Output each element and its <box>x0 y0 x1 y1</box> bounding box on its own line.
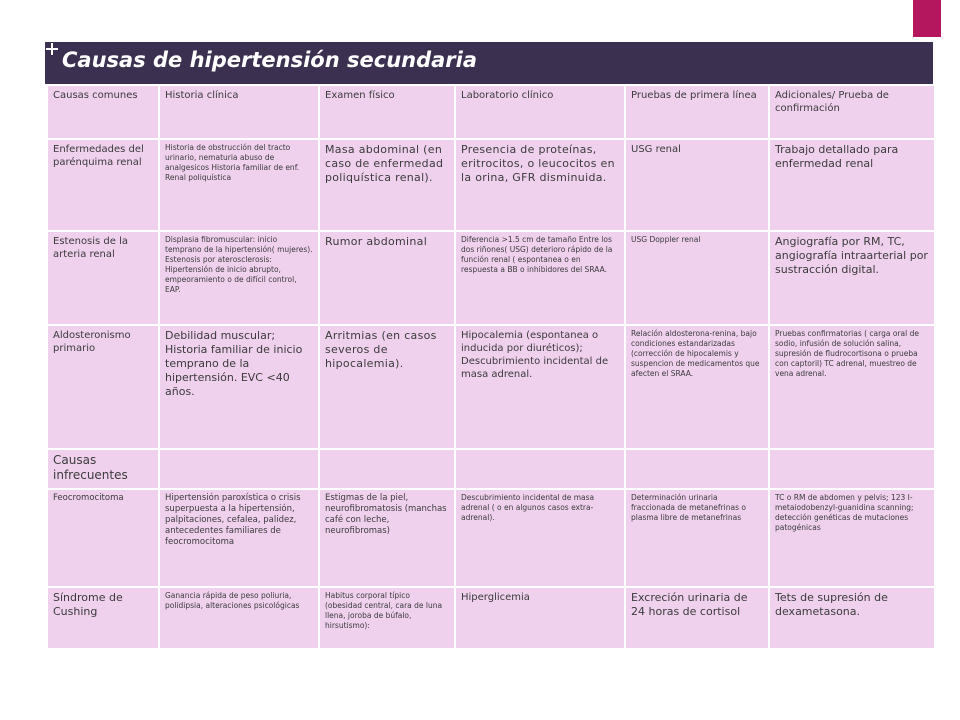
table-cell: Debilidad muscular; Historia familiar de inicio temprano de la hipertensión. EVC <40 años. <box>159 325 319 449</box>
header-cell-laboratorio-clinico: Laboratorio clínico <box>455 85 625 139</box>
table-cell: Estenosis de la arteria renal <box>47 231 159 325</box>
table-cell <box>769 449 935 489</box>
table-cell: Masa abdominal (en caso de enfermedad poliquística renal). <box>319 139 455 231</box>
table-cell: Tets de supresión de dexametasona. <box>769 587 935 649</box>
slide-title: Causas de hipertensión secundaria <box>62 48 478 72</box>
table-cell: Arritmias (en casos severos de hipocalemia). <box>319 325 455 449</box>
table-cell: Pruebas confirmatorias ( carga oral de sodio, infusión de solución salina, supresión de fludrocortisona o prueba con captoril) TC adrenal, muestreo de vena adrenal. <box>769 325 935 449</box>
table-section-row <box>47 449 935 489</box>
table-cell: Relación aldosterona-renina, bajo condiciones estandarizadas (corrección de hipocalemis y suspencion de medicamentos que afecten el SRAA. <box>625 325 769 449</box>
table-cell: Displasia fibromuscular: inicio temprano de la hipertensión( mujeres). Estenosis por aterosclerosis: Hipertensión de inicio abrupto, empeoramiento o de difícil control, EAP. <box>159 231 319 325</box>
table-cell: Determinación urinaria fraccionada de metanefrinas o plasma libre de metanefrinas <box>625 489 769 587</box>
section-label-causas-infrecuentes: Causas infrecuentes <box>47 449 159 489</box>
table-cell: Historia de obstrucción del tracto urinario, nematuria abuso de analgesicos Historia familiar de enf. Renal poliquística <box>159 139 319 231</box>
table-cell <box>625 449 769 489</box>
accent-bar <box>913 0 941 37</box>
table-cell: TC o RM de abdomen y pelvis; 123 I- metaiodobenzyl-guanidina scanning; detección genéticas de mutaciones patogénicas <box>769 489 935 587</box>
table-cell: Angiografía por RM, TC, angiografía intraarterial por sustracción digital. <box>769 231 935 325</box>
header-cell-causas-comunes: Causas comunes <box>47 85 159 139</box>
table-cell: Excreción urinaria de 24 horas de cortisol <box>625 587 769 649</box>
header-cell-historia-clinica: Historia clínica <box>159 85 319 139</box>
table-cell: USG renal <box>625 139 769 231</box>
table-row <box>47 587 935 649</box>
table-header-row <box>47 85 935 139</box>
table-row <box>47 139 935 231</box>
table-row <box>47 489 935 587</box>
table-cell: Hipertensión paroxística o crisis superpuesta a la hipertensión, palpitaciones, cefalea, palidez, antecedentes familiares de feocromocitoma <box>159 489 319 587</box>
table-cell: Enfermedades del parénquima renal <box>47 139 159 231</box>
table-cell: Descubrimiento incidental de masa adrenal ( o en algunos casos extra-adrenal). <box>455 489 625 587</box>
header-cell-pruebas-primera-linea: Pruebas de primera línea <box>625 85 769 139</box>
table-cell: Hipocalemia (espontanea o inducida por diuréticos); Descubrimiento incidental de masa adrenal. <box>455 325 625 449</box>
table-cell <box>455 449 625 489</box>
header-cell-examen-fisico: Examen físico <box>319 85 455 139</box>
header-cell-adicionales: Adicionales/ Prueba de confirmación <box>769 85 935 139</box>
table-cell <box>319 449 455 489</box>
table-cell: USG Doppler renal <box>625 231 769 325</box>
table-cell: Rumor abdominal <box>319 231 455 325</box>
table-row <box>47 231 935 325</box>
plus-icon <box>45 42 59 56</box>
table-cell: Síndrome de Cushing <box>47 587 159 649</box>
table-cell: Feocromocitoma <box>47 489 159 587</box>
table-cell: Trabajo detallado para enfermedad renal <box>769 139 935 231</box>
table-cell: Aldosteronismo primario <box>47 325 159 449</box>
table-cell: Presencia de proteínas, eritrocitos, o leucocitos en la orina, GFR disminuida. <box>455 139 625 231</box>
table-cell: Habitus corporal típico (obesidad central, cara de luna llena, joroba de búfalo, hirsutismo): <box>319 587 455 649</box>
table-row <box>47 325 935 449</box>
causes-table <box>46 84 936 650</box>
table-cell <box>159 449 319 489</box>
table-cell: Diferencia >1.5 cm de tamaño Entre los dos riñones( USG) deterioro rápido de la función renal ( espontanea o en respuesta a BB o inhibidores del SRAA. <box>455 231 625 325</box>
table-cell: Hiperglicemia <box>455 587 625 649</box>
table-cell: Estigmas de la piel, neurofibromatosis (manchas café con leche, neurofibromas) <box>319 489 455 587</box>
table-cell: Ganancia rápida de peso poliuria, polidipsia, alteraciones psicológicas <box>159 587 319 649</box>
